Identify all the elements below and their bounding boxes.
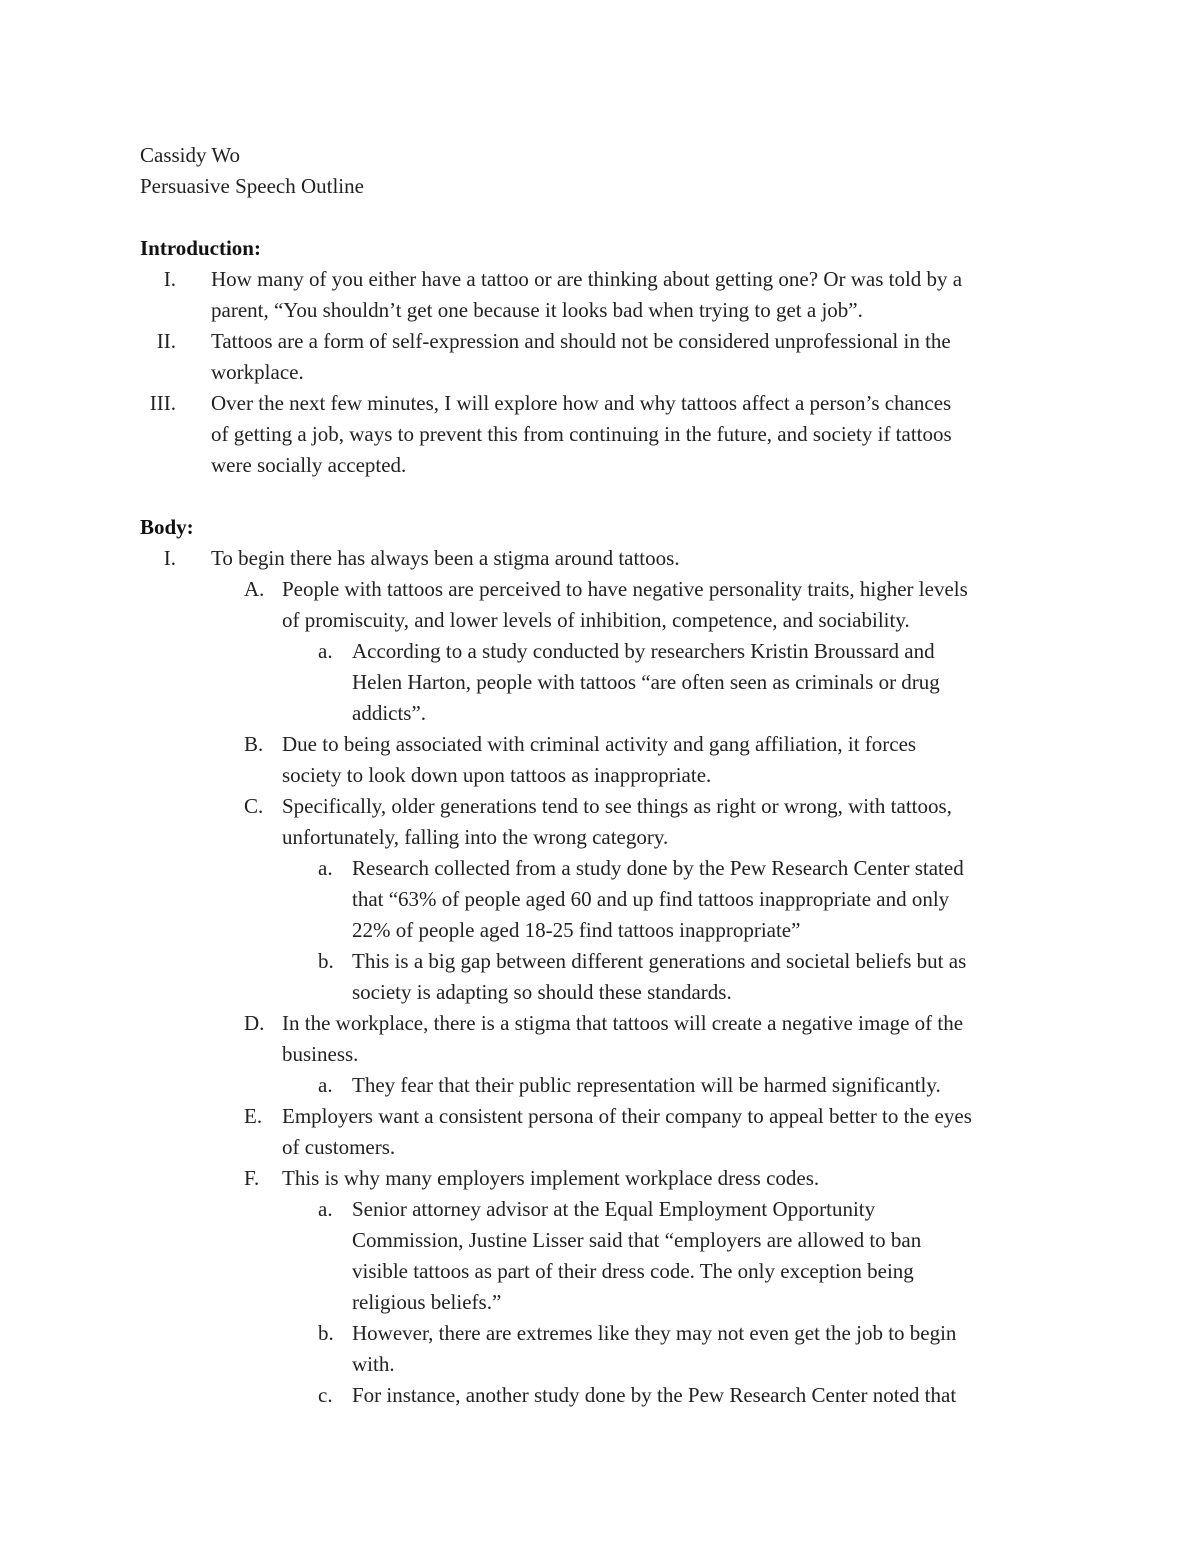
text-line: with. — [352, 1352, 395, 1376]
subpoint-d — [140, 1008, 1060, 1070]
subpoint-c-detail-b — [140, 946, 1060, 1008]
outline-marker: F. — [244, 1166, 260, 1190]
outline-marker: E. — [244, 1104, 263, 1128]
text-line: Research collected from a study done by the Pew Research Center stated — [352, 856, 964, 880]
introduction-heading: Introduction: — [140, 236, 261, 260]
text-line: 22% of people aged 18-25 find tattoos inappropriate” — [352, 918, 801, 942]
subpoint-c-detail-a — [140, 853, 1060, 946]
subpoint-e — [140, 1101, 1060, 1163]
text-line: of promiscuity, and lower levels of inhibition, competence, and sociability. — [282, 608, 910, 632]
text-line: Tattoos are a form of self-expression and should not be considered unprofessional in the — [211, 329, 951, 353]
intro-point-3 — [140, 388, 1060, 481]
text-line: Due to being associated with criminal activity and gang affiliation, it forces — [282, 732, 917, 756]
text-line: workplace. — [211, 360, 304, 384]
subpoint-d-detail-a — [140, 1070, 1060, 1101]
text-line: They fear that their public representation will be harmed significantly. — [352, 1073, 941, 1097]
outline-marker: a. — [318, 856, 333, 880]
outline-marker: III. — [149, 391, 176, 415]
outline-marker: I. — [163, 267, 176, 291]
text-line: Commission, Justine Lisser said that “employers are allowed to ban — [352, 1228, 922, 1252]
text-line: However, there are extremes like they may not even get the job to begin — [352, 1321, 957, 1345]
text-line: society to look down upon tattoos as inappropriate. — [282, 763, 712, 787]
subpoint-c — [140, 791, 1060, 853]
intro-point-2 — [140, 326, 1060, 388]
text-line: This is a big gap between different generations and societal beliefs but as — [352, 949, 967, 973]
subpoint-f-detail-b — [140, 1318, 1060, 1380]
text-line: of customers. — [282, 1135, 396, 1159]
outline-marker: b. — [318, 1321, 334, 1345]
text-line: Over the next few minutes, I will explore how and why tattoos affect a person’s chances — [211, 391, 952, 415]
text-line: Senior attorney advisor at the Equal Employment Opportunity — [352, 1197, 876, 1221]
subpoint-f — [140, 1163, 1060, 1194]
text-line: addicts”. — [352, 701, 427, 725]
text-line: parent, “You shouldn’t get one because it looks bad when trying to get a job”. — [211, 298, 863, 322]
text-line: People with tattoos are perceived to have negative personality traits, higher levels — [282, 577, 968, 601]
subpoint-a — [140, 574, 1060, 636]
outline-marker: D. — [244, 1011, 265, 1035]
text-line: This is why many employers implement workplace dress codes. — [282, 1166, 820, 1190]
text-line: were socially accepted. — [211, 453, 407, 477]
text-line: society is adapting so should these standards. — [352, 980, 732, 1004]
intro-point-1 — [140, 264, 1060, 326]
subpoint-a-detail-a — [140, 636, 1060, 729]
text-line: For instance, another study done by the Pew Research Center noted that — [352, 1383, 957, 1407]
outline-marker: a. — [318, 639, 333, 663]
text-line: Helen Harton, people with tattoos “are often seen as criminals or drug — [352, 670, 940, 694]
text-line: business. — [282, 1042, 359, 1066]
text-line: According to a study conducted by researchers Kristin Broussard and — [352, 639, 935, 663]
author-name: Cassidy Wo — [140, 143, 241, 167]
outline-marker: I. — [163, 546, 176, 570]
outline-marker: b. — [318, 949, 334, 973]
outline-marker: A. — [244, 577, 265, 601]
document-title: Persuasive Speech Outline — [140, 174, 364, 198]
text-line: of getting a job, ways to prevent this from continuing in the future, and society if tattoos — [211, 422, 952, 446]
body-point-1 — [140, 543, 1060, 574]
text-line: that “63% of people aged 60 and up find tattoos inappropriate and only — [352, 887, 950, 911]
subpoint-f-detail-a — [140, 1194, 1060, 1318]
subpoint-f-detail-c — [140, 1380, 1060, 1411]
outline-marker: B. — [244, 732, 264, 756]
text-line: religious beliefs.” — [352, 1290, 502, 1314]
outline-marker: C. — [244, 794, 264, 818]
body-heading: Body: — [140, 515, 194, 539]
outline-marker: a. — [318, 1073, 333, 1097]
text-line: unfortunately, falling into the wrong category. — [282, 825, 669, 849]
subpoint-b — [140, 729, 1060, 791]
text-line: To begin there has always been a stigma around tattoos. — [211, 546, 680, 570]
text-line: How many of you either have a tattoo or are thinking about getting one? Or was told by a — [211, 267, 963, 291]
text-line: In the workplace, there is a stigma that tattoos will create a negative image of the — [282, 1011, 964, 1035]
text-line: Specifically, older generations tend to see things as right or wrong, with tattoos, — [282, 794, 952, 818]
outline-marker: II. — [156, 329, 176, 353]
text-line: Employers want a consistent persona of their company to appeal better to the eyes — [282, 1104, 972, 1128]
outline-marker: a. — [318, 1197, 333, 1221]
text-line: visible tattoos as part of their dress code. The only exception being — [352, 1259, 914, 1283]
outline-marker: c. — [318, 1383, 333, 1407]
